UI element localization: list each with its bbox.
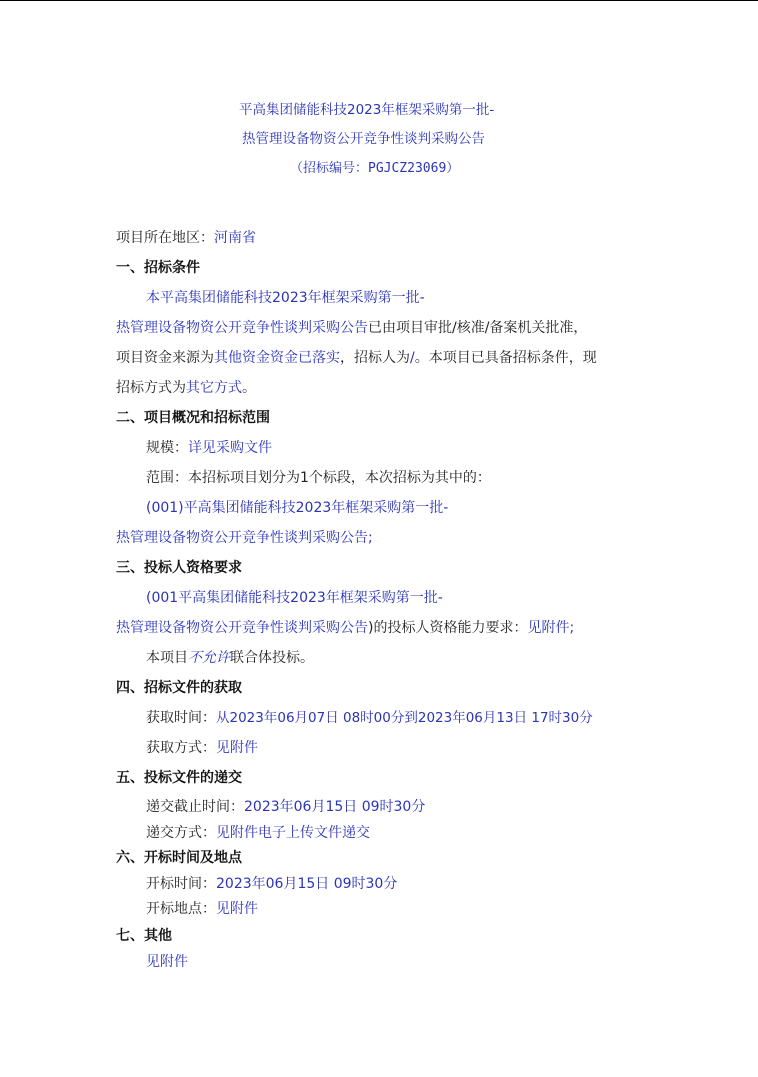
obtain-time-label: 获取时间： <box>146 710 216 726</box>
obtain-method-label: 获取方式： <box>146 740 216 756</box>
method-value: 其它方式 <box>186 380 242 396</box>
section3-line1: (001平高集团储能科技2023年框架采购第一批- <box>146 590 443 606</box>
section4-heading: 四、招标文件的获取 <box>116 680 242 696</box>
open-place-label: 开标地点： <box>146 901 216 917</box>
submit-method-label: 递交方式： <box>146 825 216 841</box>
section1-line4 <box>116 378 256 398</box>
open-place-value: 见附件 <box>216 901 258 917</box>
section3-line2 <box>116 618 574 638</box>
other-value: 见附件 <box>146 954 188 970</box>
doc-title-line2: 热管理设备物资公开竞争性谈判采购公告 <box>242 131 485 147</box>
tender-code: （招标编号：PGJCZ23069） <box>290 161 460 176</box>
top-border <box>0 0 758 1</box>
obtain-method-line <box>146 738 258 758</box>
section1-line1: 本平高集团储能科技2023年框架采购第一批- <box>146 290 425 306</box>
consortium-value: 不允许 <box>188 650 230 666</box>
scale-line <box>146 438 272 458</box>
region-label: 项目所在地区： <box>116 230 214 246</box>
section3-line3 <box>146 648 314 668</box>
qualification-value: 见附件; <box>527 620 575 636</box>
deadline-value: 2023年06月15日 09时30分 <box>244 799 426 815</box>
tenderer-value: / <box>410 350 415 366</box>
lot-line2: 热管理设备物资公开竞争性谈判采购公告; <box>116 530 373 546</box>
section7-heading: 七、其他 <box>116 928 172 944</box>
funds-label: 项目资金来源为 <box>116 350 214 366</box>
section6-heading: 六、开标时间及地点 <box>116 850 242 866</box>
deadline-line <box>146 797 425 817</box>
method-label: 招标方式为 <box>116 380 186 396</box>
submit-method-line <box>146 823 370 843</box>
consortium-end: 联合体投标。 <box>230 650 314 666</box>
section1-line2 <box>116 318 587 338</box>
tenderer-label: ，招标人为 <box>340 350 410 366</box>
method-end: 。 <box>242 380 256 396</box>
scale-value: 详见采购文件 <box>188 440 272 456</box>
doc-title-line1: 平高集团储能科技2023年框架采购第一批- <box>239 102 495 118</box>
open-place-line <box>146 899 258 919</box>
consortium-label: 本项目 <box>146 650 188 666</box>
submit-method-value: 见附件电子上传文件递交 <box>216 825 370 841</box>
range-line: 范围：本招标项目划分为1个标段，本次招标为其中的： <box>146 470 491 486</box>
open-time-line <box>146 874 397 894</box>
obtain-method-value: 见附件 <box>216 740 258 756</box>
lot-line1: (001)平高集团储能科技2023年框架采购第一批- <box>146 500 449 516</box>
open-time-label: 开标时间： <box>146 876 216 892</box>
obtain-time-line <box>146 708 593 728</box>
qualification-label: )的投标人资格能力要求： <box>368 620 528 636</box>
section1-heading: 一、招标条件 <box>116 260 200 276</box>
funds-source: 其他资金资金已落实 <box>214 350 340 366</box>
section3-heading: 三、投标人资格要求 <box>116 560 242 576</box>
section2-heading: 二、项目概况和招标范围 <box>116 410 270 426</box>
approval-text: 已由项目审批/核准/备案机关批准， <box>368 320 588 336</box>
section5-heading: 五、投标文件的递交 <box>116 770 242 786</box>
section1-line3 <box>116 348 597 368</box>
region-value: 河南省 <box>214 230 256 246</box>
ready-text: 。本项目已具备招标条件，现 <box>414 350 597 366</box>
scale-label: 规模： <box>146 440 188 456</box>
obtain-time-value: 从2023年06月07日 08时00分到2023年06月13日 17时30分 <box>216 710 593 726</box>
open-time-value: 2023年06月15日 09时30分 <box>216 876 398 892</box>
project-name: 热管理设备物资公开竞争性谈判采购公告 <box>116 320 368 336</box>
qualification-project: 热管理设备物资公开竞争性谈判采购公告 <box>116 620 368 636</box>
region-line <box>116 228 256 248</box>
deadline-label: 递交截止时间： <box>146 799 244 815</box>
